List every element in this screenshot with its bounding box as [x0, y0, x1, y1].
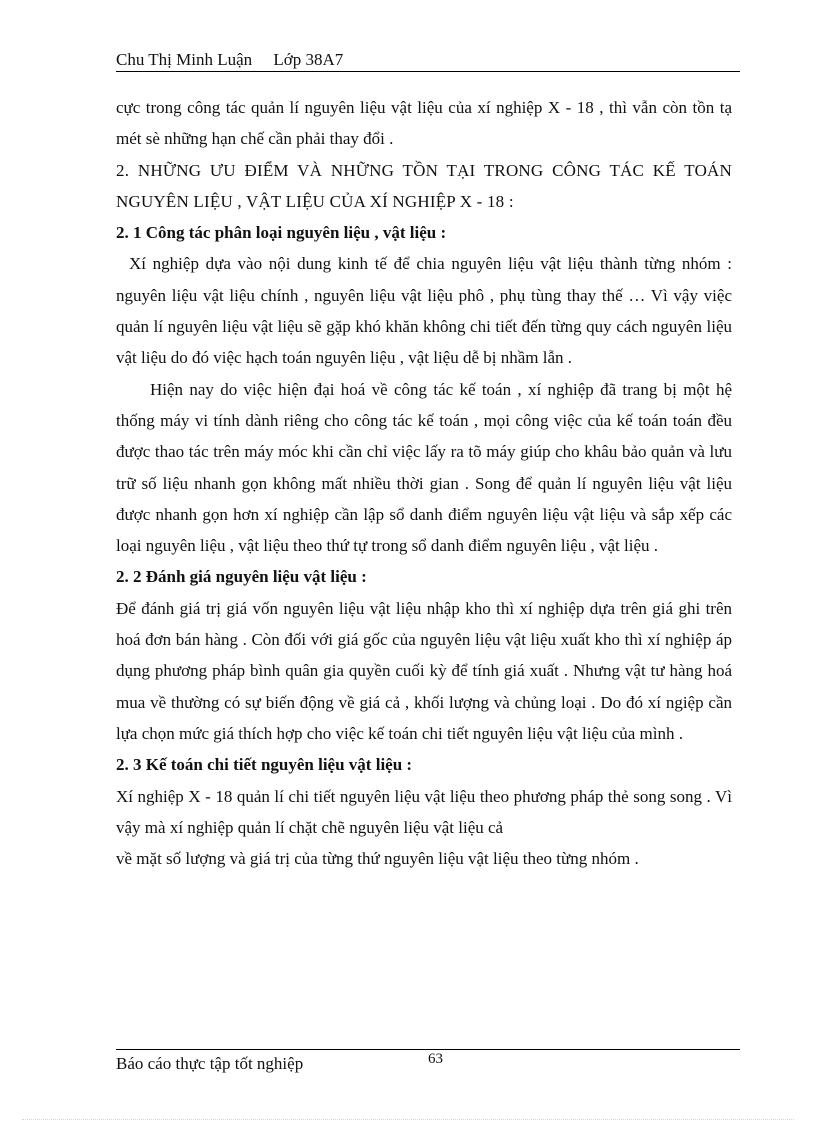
- paragraph-intro: cực trong công tác quản lí nguyên liệu vật liệu của xí nghiệp X - 18 , thì vẫn còn tồn tạ mét sè những hạn chế cần phải thay đổi .: [116, 98, 732, 149]
- subheading-2-3: 2. 3 Kế toán chi tiết nguyên liệu vật liệu :: [116, 755, 413, 775]
- page-header: Chu Thị Minh Luận Lớp 38A7: [116, 50, 344, 69]
- page-number: 63: [428, 1051, 443, 1067]
- paragraph-2-3-a: Xí nghiệp X - 18 quản lí chi tiết nguyên liệu vật liệu theo phương pháp thẻ song song . Vì vậy mà xí nghiệp quản lí chặt chẽ nguyên liệu vật liệu cả: [116, 786, 732, 837]
- section-heading-2: 2. NHỮNG ƯU ĐIỂM VÀ NHỮNG TỒN TẠI TRONG CÔNG TÁC KẾ TOÁN NGUYÊN LIỆU , VẬT LIỆU CỦA XÍ NGHIỆP X - 18 :: [116, 160, 732, 211]
- paragraph-2-1-b: Hiện nay do việc hiện đại hoá về công tác kế toán , xí nghiệp đã trang bị một hệ thống máy vi tính dành riêng cho công tác kế toán , mọi công việc của kế toán toán đều được thao tác trên máy móc khi cần chỉ việc lấy ra tõ máy giúp cho khâu bảo quản và lưu trữ số liệu nhanh gọn không mất nhiều thời gian . Song để quản lí nguyên liệu vật liệu được nhanh gọn hơn xí nghiệp cần lập sổ danh điểm nguyên liệu vật liệu và sắp xếp các loại nguyên liệu , vật liệu theo thứ tự trong sổ danh điểm nguyên liệu , vật liệu .: [116, 379, 732, 556]
- page-footer: Báo cáo thực tập tốt nghiệp: [116, 1054, 304, 1073]
- paragraph-2-2: Để đánh giá trị giá vốn nguyên liệu vật liệu nhập kho thì xí nghiệp dựa trên giá ghi trên hoá đơn bán hàng . Còn đối với giá gốc của nguyên liệu vật liệu xuất kho thì xí nghiệp áp dụng phương pháp bình quân gia quyền cuối kỳ để tính giá xuất . Nhưng vật tư hàng hoá mua về thường có sự biến động về giá cả , khối lượng và chủng loại . Do đó xí ngiệp cần lựa chọn mức giá thích hợp cho việc kế toán chi tiết nguyên liệu vật liệu của mình .: [116, 598, 732, 743]
- paragraph-2-3-b: về mặt số lượng và giá trị của từng thứ nguyên liệu vật liệu theo từng nhóm .: [116, 849, 639, 869]
- header-divider: [116, 71, 740, 72]
- page-bottom-edge: [22, 1119, 794, 1120]
- footer-divider: [116, 1049, 740, 1050]
- subheading-2-1: 2. 1 Công tác phân loại nguyên liệu , vật liệu :: [116, 223, 447, 243]
- document-body: [116, 92, 732, 874]
- subheading-2-2: 2. 2 Đánh giá nguyên liệu vật liệu :: [116, 567, 367, 587]
- paragraph-2-1-a: Xí nghiệp dựa vào nội dung kinh tế để chia nguyên liệu vật liệu thành từng nhóm : nguyên liệu vật liệu chính , nguyên liệu vật liệu phô , phụ tùng thay thế … Vì vậy việc quản lí nguyên liệu vật liệu sẽ gặp khó khăn không chi tiết đến từng quy cách nguyên liệu vật liệu do đó việc hạch toán nguyên liệu , vật liệu dễ bị nhầm lẫn .: [116, 254, 732, 368]
